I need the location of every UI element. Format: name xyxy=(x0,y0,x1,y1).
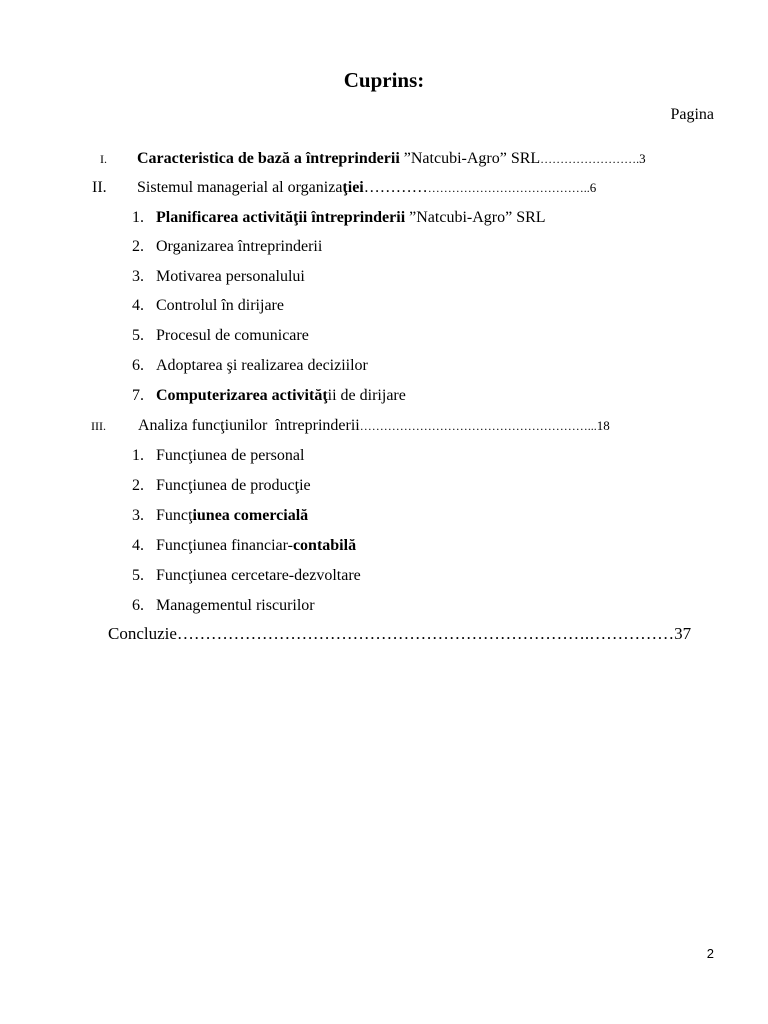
subitem-number: 2. xyxy=(132,238,144,255)
toc-section-2[interactable] xyxy=(92,178,596,198)
section-title: Analiza funcţiunilor întreprinderii xyxy=(138,417,360,434)
subitem-title: Organizarea întreprinderii xyxy=(156,238,323,255)
subitem-title-bold: Planificarea activităţii întreprinderii xyxy=(156,209,406,226)
subitem-title: Adoptarea şi realizarea deciziilor xyxy=(156,357,368,374)
toc-section-3[interactable] xyxy=(91,416,610,436)
toc-subitem[interactable] xyxy=(132,296,284,316)
subitem-title-bold: Computerizarea activităţ xyxy=(156,387,328,404)
subitem-title-bold: iunea comercială xyxy=(192,507,309,524)
toc-subitem[interactable] xyxy=(132,237,322,257)
page-column-header: Pagina xyxy=(670,106,714,123)
section-page: 3 xyxy=(639,151,646,166)
toc-subitem[interactable] xyxy=(132,506,308,526)
subitem-title: Procesul de comunicare xyxy=(156,327,309,344)
subitem-number: 1. xyxy=(132,209,144,226)
toc-conclusion[interactable] xyxy=(108,624,691,644)
subitem-title: Funcţiunea de personal xyxy=(156,447,305,464)
subitem-title-bold: contabilă xyxy=(292,537,357,554)
subitem-number: 6. xyxy=(132,597,144,614)
section-title-bold: ţiei xyxy=(342,179,364,196)
toc-subitem[interactable] xyxy=(132,536,356,556)
subitem-number: 7. xyxy=(132,387,144,404)
leader-dots: ……………………. xyxy=(540,152,640,166)
toc-subitem[interactable] xyxy=(132,208,546,228)
section-number: II. xyxy=(92,179,107,196)
section-page: 18 xyxy=(596,418,610,433)
subitem-title-rest: ”Natcubi-Agro” SRL xyxy=(405,209,546,226)
leader-dots: ……………………………………………………………….…………… xyxy=(176,624,675,643)
subitem-title: Motivarea personalului xyxy=(156,268,305,285)
conclusion-title: Concluzie xyxy=(108,624,177,643)
toc-subitem[interactable] xyxy=(132,326,309,346)
subitem-number: 6. xyxy=(132,357,144,374)
subitem-number: 4. xyxy=(132,297,144,314)
subitem-number: 5. xyxy=(132,567,144,584)
toc-subitem[interactable] xyxy=(132,267,305,287)
section-title: Sistemul managerial al organiza xyxy=(137,179,343,196)
toc-subitem[interactable] xyxy=(132,446,304,466)
subitem-number: 5. xyxy=(132,327,144,344)
section-title-bold: Caracteristica de bază a întreprinderii xyxy=(137,150,400,167)
toc-section-1[interactable] xyxy=(100,149,646,169)
subitem-title: Funcţiunea cercetare-dezvoltare xyxy=(156,567,361,584)
subitem-number: 1. xyxy=(132,447,144,464)
subitem-title: Funcţiunea de producţie xyxy=(156,477,311,494)
subitem-title: Managementul riscurilor xyxy=(156,597,315,614)
section-number: I. xyxy=(100,152,107,166)
toc-subitem[interactable] xyxy=(132,386,406,406)
section-number: III. xyxy=(91,419,106,433)
subitem-title: Funcţiunea financiar- xyxy=(156,537,293,554)
subitem-number: 3. xyxy=(132,268,144,285)
page-number: 2 xyxy=(706,946,714,961)
toc-subitem[interactable] xyxy=(132,356,368,376)
subitem-number: 2. xyxy=(132,477,144,494)
subitem-title: Funcţ xyxy=(156,507,193,524)
subitem-title-rest: ii de dirijare xyxy=(327,387,406,404)
subitem-number: 3. xyxy=(132,507,144,524)
toc-subitem[interactable] xyxy=(132,476,311,496)
section-page: 6 xyxy=(589,180,597,195)
leader-dots: ………………………………….. xyxy=(427,181,590,195)
subitem-number: 4. xyxy=(132,537,144,554)
toc-subitem[interactable] xyxy=(132,566,361,586)
conclusion-page: 37 xyxy=(674,624,692,643)
subitem-title: Controlul în dirijare xyxy=(156,297,284,314)
leader-dots: …………………………………………………... xyxy=(359,419,597,433)
toc-subitem[interactable] xyxy=(132,596,315,616)
toc-title: Cuprins: xyxy=(343,68,425,92)
section-title-rest: ”Natcubi-Agro” SRL xyxy=(399,150,541,167)
leader-dots-big: ………… xyxy=(363,179,428,196)
